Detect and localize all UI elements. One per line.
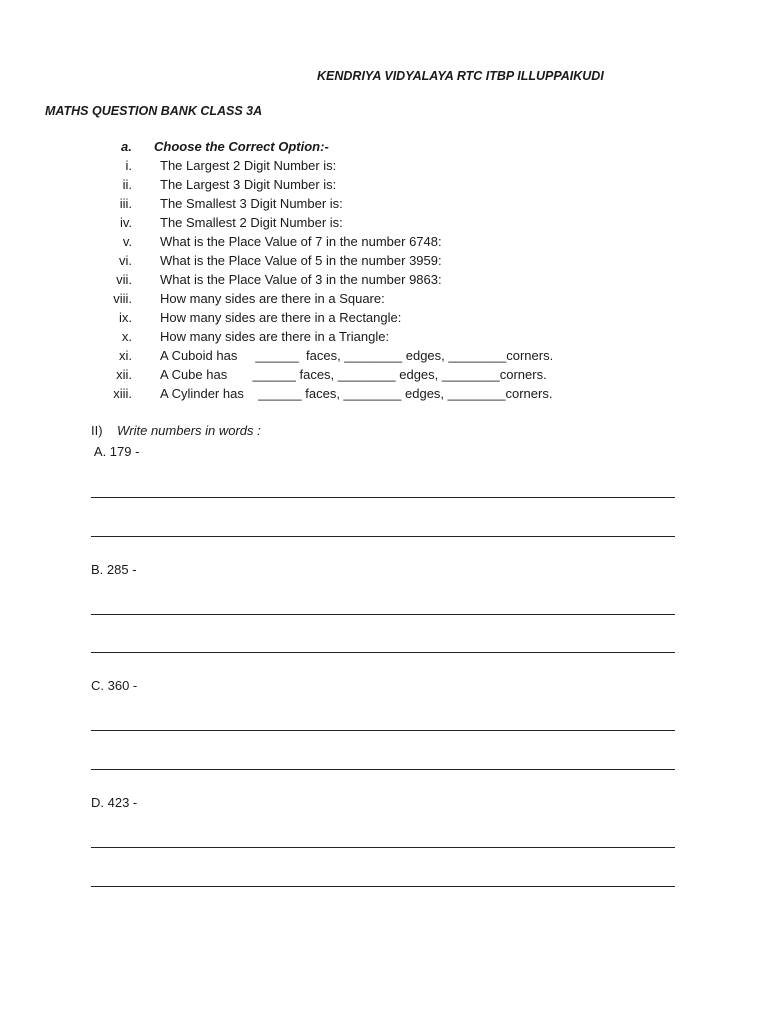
school-name: KENDRIYA VIDYALAYA RTC ITBP ILLUPPAIKUDI bbox=[317, 69, 604, 83]
answer-line bbox=[91, 886, 675, 887]
section-a-title: Choose the Correct Option:- bbox=[154, 139, 329, 154]
number-item-label: C. 360 - bbox=[91, 678, 138, 693]
question-number: x. bbox=[121, 329, 132, 344]
question-text: How many sides are there in a Triangle: bbox=[160, 329, 390, 344]
question-text: A Cylinder has ______ faces, ________ edges, ________corners. bbox=[160, 386, 553, 401]
question-number: viii. bbox=[113, 291, 132, 306]
answer-line bbox=[91, 847, 675, 848]
question-number: v. bbox=[122, 234, 132, 249]
question-text: The Largest 3 Digit Number is: bbox=[160, 177, 337, 192]
question-bank-title: MATHS QUESTION BANK CLASS 3A bbox=[45, 104, 263, 118]
question-text: A Cuboid has ______ faces, ________ edges, ________corners. bbox=[160, 348, 554, 363]
question-number: xi. bbox=[119, 348, 132, 363]
question-text: The Smallest 3 Digit Number is: bbox=[160, 196, 343, 211]
answer-line bbox=[91, 730, 675, 731]
question-number: vi. bbox=[119, 253, 132, 268]
number-item-label: A. 179 - bbox=[91, 444, 140, 459]
answer-line bbox=[91, 536, 675, 537]
answer-line bbox=[91, 652, 675, 653]
section-2-number: II) bbox=[91, 423, 103, 438]
number-item-label: D. 423 - bbox=[91, 795, 138, 810]
question-number: iv. bbox=[119, 215, 132, 230]
question-number: ii. bbox=[122, 177, 132, 192]
answer-line bbox=[91, 614, 675, 615]
question-text: What is the Place Value of 7 in the number 6748: bbox=[160, 234, 442, 249]
question-number: ix. bbox=[119, 310, 132, 325]
question-text: A Cube has ______ faces, ________ edges, ________corners. bbox=[160, 367, 547, 382]
question-text: The Largest 2 Digit Number is: bbox=[160, 158, 337, 173]
question-text: How many sides are there in a Rectangle: bbox=[160, 310, 402, 325]
question-text: The Smallest 2 Digit Number is: bbox=[160, 215, 343, 230]
question-number: xii. bbox=[116, 367, 132, 382]
question-text: How many sides are there in a Square: bbox=[160, 291, 385, 306]
number-item-label: B. 285 - bbox=[91, 562, 137, 577]
question-text: What is the Place Value of 3 in the number 9863: bbox=[160, 272, 442, 287]
answer-line bbox=[91, 497, 675, 498]
section-2-title: Write numbers in words : bbox=[117, 423, 261, 438]
question-number: vii. bbox=[116, 272, 132, 287]
section-a-letter: a. bbox=[121, 139, 132, 154]
question-number: iii. bbox=[119, 196, 132, 211]
question-number: xiii. bbox=[113, 386, 132, 401]
question-number: i. bbox=[125, 158, 132, 173]
question-text: What is the Place Value of 5 in the number 3959: bbox=[160, 253, 442, 268]
answer-line bbox=[91, 769, 675, 770]
